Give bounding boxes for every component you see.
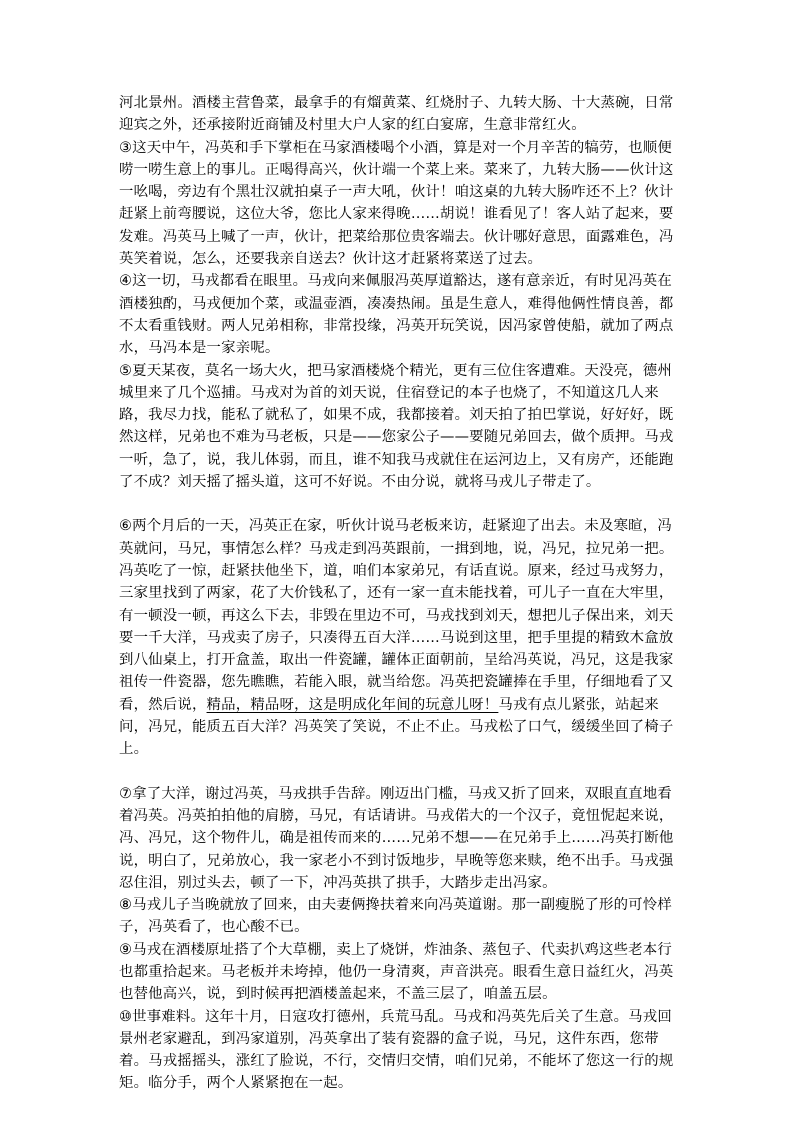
- paragraph-10: ⑩世事难料。这年十月，日寇攻打德州，兵荒马乱。马戎和冯英先后关了生意。马戎回景州老家避乱，到冯家道别，冯英拿出了装有瓷器的盒子说，马兄，这件东西，您带着。马戎摇摇头，涨红了脸说，不行，交情归交情，咱们兄弟，不能坏了您这一行的规矩。临分手，两个人紧紧抱在一起。: [119, 1008, 674, 1092]
- paragraph-6-text-a: ⑥两个月后的一天，冯英正在家，听伙计说马老板来访，赶紧迎了出去。未及寒暄，冯英就问，马兄，事情怎么样？马戎走到冯英跟前，一揖到地，说，冯兄，拉兄弟一把。冯英吃了一惊，赶紧扶他坐下，道，咱们本家弟兄，有话直说。原来，经过马戎努力，三家里找到了两家，花了大价钱私了，还有一家一直未能找着，可儿子一直在大牢里，有一顿没一顿，再这么下去，非毁在里边不可，马戎找到刘天，想把儿子保出来，刘天要一千大洋，马戎卖了房子，只凑得五百大洋……马说到这里，把手里提的精致木盒放到八仙桌上，打开盒盖，取出一件瓷罐，罐体正面朝前，呈给冯英说，冯兄，这是我家祖传一件瓷器，您先瞧瞧，若能入眼，就当给您。冯英把瓷罐捧在手里，仔细地看了又看，然后说，: [119, 518, 674, 713]
- paragraph-2: 河北景州。酒楼主营鲁菜，最拿手的有熘黄菜、红烧肘子、九转大肠、十大蒸碗，日常迎宾之外，还承接附近商铺及村里大户人家的红白宴席，生意非常红火。: [119, 95, 674, 134]
- paragraph-spacer: [119, 761, 679, 783]
- paragraph-4: ④这一切，马戎都看在眼里。马戎向来佩服冯英厚道豁达，遂有意亲近，有时见冯英在酒楼独酌，马戎便加个菜，或温壶酒，凑凑热闹。虽是生意人，难得他俩性情良善，都不太看重钱财。两人兄弟相称，非常投缘，冯英开玩笑说，因冯家曾使船，就加了两点水，马冯本是一家亲呢。: [119, 273, 674, 357]
- paragraph-6-text-b: 马戎有点儿紧张，站起来问，冯兄，能质五百大洋？冯英笑了笑说，不止不止。马戎松了口气，缓缓坐回了椅子上。: [119, 696, 674, 758]
- article-body: [119, 92, 679, 1095]
- underlined-sentence: 精品，精品呀，这是明成化年间的玩意儿呀！: [206, 696, 499, 713]
- paragraph-6: [119, 515, 679, 760]
- paragraph-8: ⑧马戎儿子当晚就放了回来，由夫妻俩搀扶着来向冯英道谢。那一副瘦脱了形的可怜样子，冯英看了，也心酸不已。: [119, 897, 672, 936]
- paragraph-5: ⑤夏天某夜，莫名一场大火，把马家酒楼烧个精光，更有三位住客遭难。天没亮，德州城里来了几个巡捕。马戎对为首的刘天说，住宿登记的本子也烧了，不知道这几人来路，我尽力找，能私了就私了，如果不成，我都接着。刘天拍了拍巴掌说，好好好，既然这样，兄弟也不难为马老板，只是——您家公子——要随兄弟回去，做个质押。马戎一听，急了，说，我儿体弱，而且，谁不知我马戎就住在运河边上，又有房产，还能跑了不成？刘天摇了摇头道，这可不好说。不由分说，就将马戎儿子带走了。: [119, 362, 674, 491]
- paragraph-7: ⑦拿了大洋，谢过冯英，马戎拱手告辞。刚迈出门槛，马戎又折了回来，双眼直直地看着冯英。冯英拍拍他的肩膀，马兄，有话请讲。马戎偌大的一个汉子，竟忸怩起来说，冯、冯兄，这个物件儿，确是祖传而来的……兄弟不想——在兄弟手上……冯英打断他说，明白了，兄弟放心，我一家老小不到讨饭地步，早晚等您来赎，绝不出手。马戎强忍住泪，别过头去，顿了一下，冲冯英拱了拱手，大踏步走出冯家。: [119, 785, 674, 891]
- paragraph-3: ③这天中午，冯英和手下掌柜在马家酒楼喝个小酒，算是对一个月辛苦的犒劳，也顺便唠一唠生意上的事儿。正喝得高兴，伙计端一个菜上来。菜来了，九转大肠——伙计这一吆喝，旁边有个黑壮汉就拍桌子一声大吼，伙计！咱这桌的九转大肠咋还不上？伙计赶紧上前弯腰说，这位大爷，您比人家来得晚……胡说！谁看见了！客人站了起来，要发难。冯英马上喊了一声，伙计，把菜给那位贵客端去。伙计哪好意思，面露难色，冯英笑着说，怎么，还要我亲自送去？伙计这才赶紧将菜送了过去。: [119, 139, 674, 268]
- paragraph-spacer: [119, 493, 679, 515]
- paragraph-9: ⑨马戎在酒楼原址搭了个大草棚，卖上了烧饼，炸油条、蒸包子、代卖扒鸡这些老本行也都重拾起来。马老板并未垮掉，他仍一身清爽，声音洪亮。眼看生意日益红火，冯英也替他高兴，说，到时候再把酒楼盖起来，不盖三层了，咱盖五层。: [119, 941, 674, 1003]
